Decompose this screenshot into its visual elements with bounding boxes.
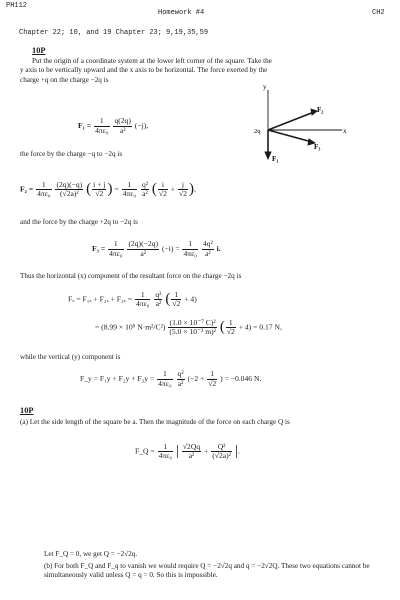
f2-label: F₂ (317, 106, 324, 114)
equation-fq: F_Q = $\frac{1}{\text{4πε₀}}$ | $\frac{√2Qq}{\text{a²}}$ + $\frac{\text{Q²}}{\text{(√2a)²}}$ |. (135, 441, 240, 461)
f3-label: F₃ (314, 143, 321, 151)
force-diagram (250, 82, 354, 164)
equation-fy: F_y = F₁y + F₂y + F₃y = $\frac{1}{\text{4πε₀}}$ $\frac{\text{q²}}{\text{a²}}$ (−2 + $\frac{1}{√2}$ ) = −0.046 N. (80, 369, 262, 388)
equation-fx-value: = (8.99 × 10⁹ N·m²/C²) $\frac{\text{(1.0 × 10⁻⁷ C)²}}{\text{(5.0 × 10⁻² m)²}}$ ( $\frac{1}{√2}$ + 4) = 0.17 N, (95, 317, 282, 337)
problem-label-2: 10P (20, 406, 34, 415)
equation-f2: F₂ = $\frac{1}{\text{4πε₀}}$ $\frac{(2q)(-q)}{\text{(√2a)²}}$ ( $\frac{i + j}{√2}$ ) = $\frac{1}{\text{4πε₀}}$ $\frac{\text{q²}}{\text{a²}}$ ( $\frac{i}{√2}$ + $\frac{j}{√2}$ ), (20, 179, 196, 199)
equation-f1: F₁ = $\frac{1}{\text{4πε₀}}$ $\frac{q(2q)}{\text{a²}}$ (−j), (78, 116, 149, 135)
equation-fx: Fₓ = F₁ₓ + F₂ₓ + F₃ₓ = $\frac{1}{\text{4πε₀}}$ $\frac{\text{q²}}{\text{a²}}$ ( $\frac{1}{√2}$ + 4) (68, 289, 197, 309)
chapter-tag: CH2 (372, 9, 385, 17)
equation-f3: F₃ = $\frac{1}{\text{4πε₀}}$ $\frac{(2q)(-2q)}{\text{a²}}$ (−i) = $\frac{1}{\text{4πε₀}}$ $\frac{\text{4q²}}{\text{a²}}$ i. (92, 239, 221, 258)
problem2-result-a: Let F_Q = 0, we get Q = −2√2q. (44, 550, 138, 558)
f2-vector (268, 112, 314, 130)
text-force-3: and the force by the charge +2q to −2q is (20, 218, 138, 226)
course-code: PH112 (6, 2, 28, 10)
f1-arrowhead (265, 152, 271, 159)
problem2-intro: (a) Let the side length of the square be a. Then the magnitude of the force on each charge Q is (20, 418, 290, 426)
y-axis-label: y (263, 83, 267, 91)
f1-label: F₁ (272, 155, 279, 163)
text-vertical: while the vertical (y) component is (20, 353, 121, 361)
x-axis-label: x (343, 127, 347, 135)
problem2-part-b: (b) For both F_Q and F_q to vanish we would require Q = −2√2q and q = −2√2Q. These two equations cannot be simultaneously valid unless Q = q = 0. So this is impossible. (44, 562, 370, 580)
chapter-list: Chapter 22; 10, and 19 Chapter 23; 9,19,35,59 (19, 29, 209, 37)
problem-intro: Put the origin of a coordinate system at the lower left corner of the square. Take the y axis to be vertically upward and the x axis to be horizontal. The force exerted by the charge +q on the charge −2q is (20, 57, 272, 84)
page-title: Homework #4 (158, 9, 205, 17)
charge-label: 2q (254, 128, 261, 135)
text-horizontal: Thus the horizontal (x) component of the resultant force on the charge −2q is (20, 272, 242, 280)
f3-vector (268, 130, 312, 142)
text-force-2: the force by the charge −q to −2q is (20, 150, 123, 158)
problem-label: 10P (32, 46, 46, 55)
